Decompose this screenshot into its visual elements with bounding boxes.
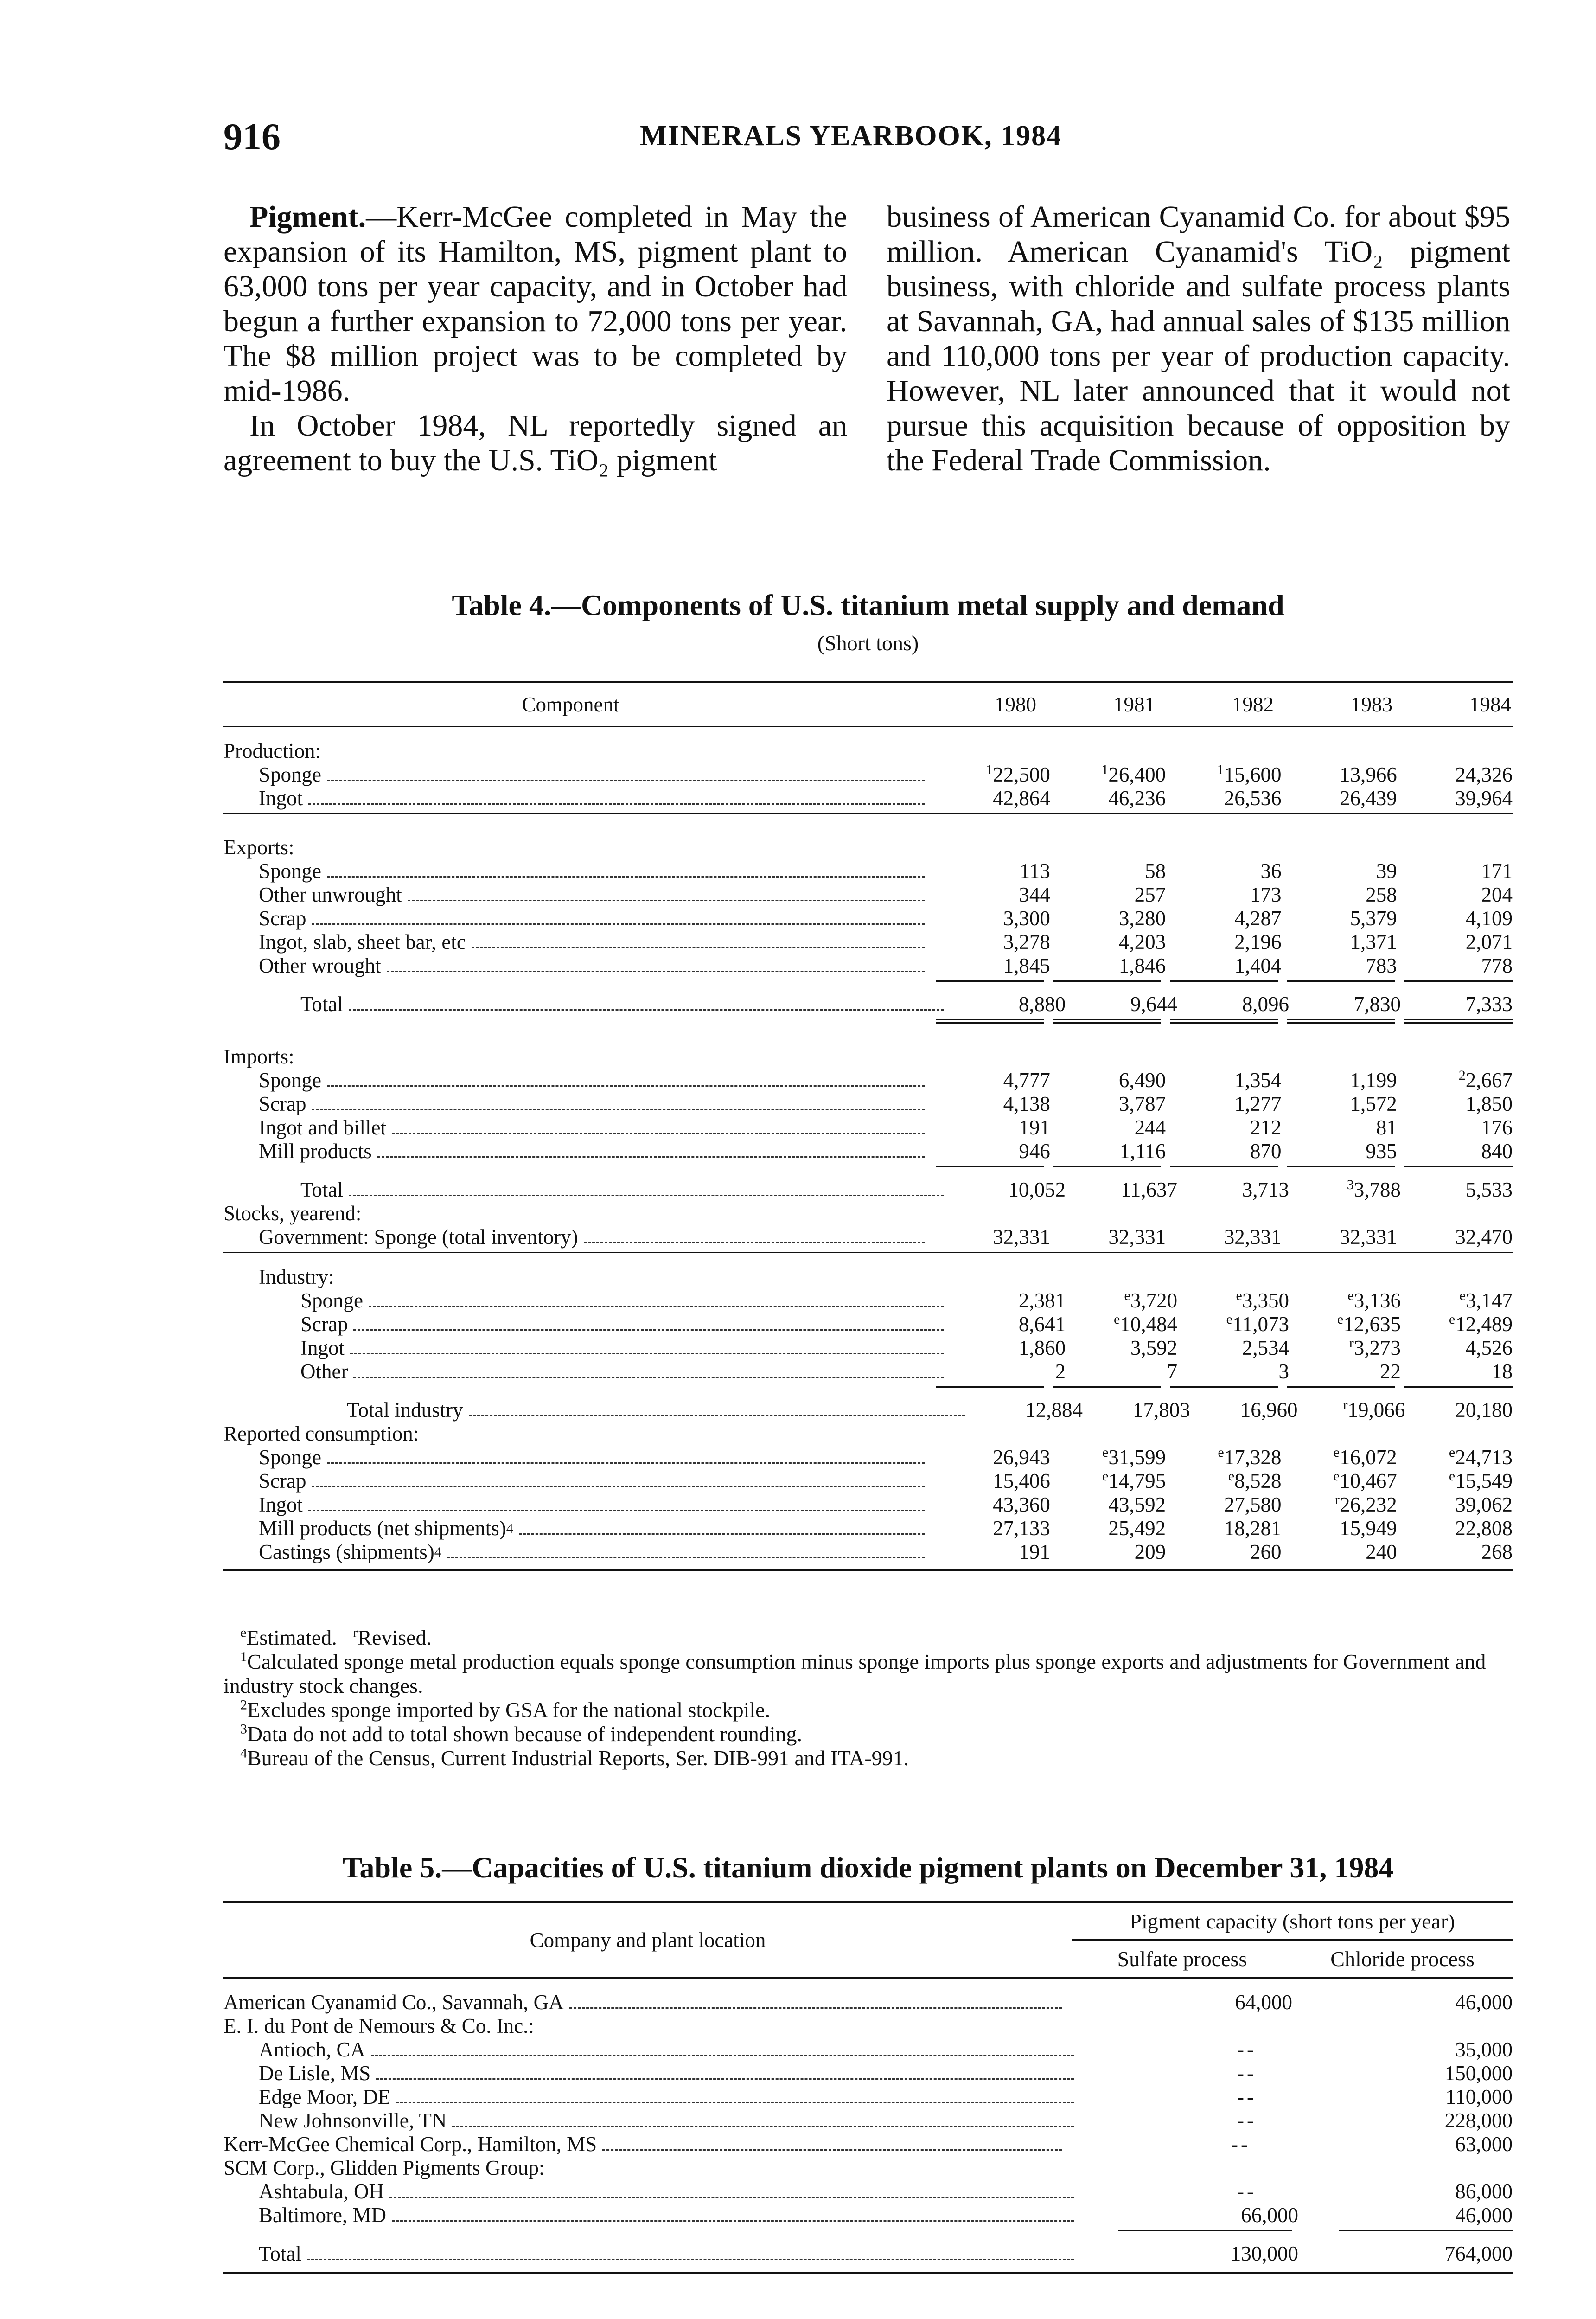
running-title: MINERALS YEARBOOK, 1984: [640, 120, 1062, 152]
table-row-total: Total 130,000 764,000: [259, 2242, 1513, 2265]
section-heading: Production:: [223, 739, 321, 762]
table-row: Ingot and billet 191 244 212 81 176: [259, 1116, 1513, 1139]
table4-footnotes: [223, 1626, 1513, 1770]
table-row: Ingot 1,860 3,592 2,534 $^r$3,273 4,526: [300, 1335, 1513, 1359]
table-row-total: Total 10,052 11,637 3,713 $^3$3,788 5,533: [300, 1177, 1513, 1201]
table-row: SCM Corp., Glidden Pigments Group:: [223, 2156, 545, 2179]
table-row: Ingot 42,864 46,236 26,536 26,439 39,964: [259, 787, 1513, 810]
table-row: Kerr-McGee Chemical Corp., Hamilton, MS -- 63,000: [223, 2133, 1513, 2156]
table5-header-row: [223, 1903, 1513, 1979]
footnote-1: $^1$Calculated sponge metal production equals sponge consumption minus sponge imports plus sponge exports and adjustments for Government and industry stock changes.: [223, 1649, 1486, 1698]
footnote-4: $^4$Bureau of the Census, Current Industrial Reports, Ser. DIB-991 and ITA-991.: [240, 1745, 909, 1770]
table4-col-component: Component: [522, 693, 619, 716]
table4: [223, 681, 1513, 1571]
paragraph-pigment: —Kerr-McGee completed in May the expansion of its Hamilton, MS, pigment plant to 63,000 tons per year capacity, and in October had begun a further expansion to 72,000 tons per year. The $8 million project was to be completed by mid-1986.: [223, 200, 847, 408]
text-column-right: [887, 199, 1510, 478]
table-row: Mill products 946 1,116 870 935 840: [259, 1140, 1513, 1163]
table4-col-year: 1981: [1113, 693, 1155, 716]
section-heading: Reported consumption:: [223, 1422, 419, 1445]
table-row: Antioch, CA -- 35,000: [259, 2038, 1513, 2061]
table-row-total: Total industry 12,884 17,803 16,960 $^r$19,066 20,180: [347, 1397, 1513, 1422]
table5-col-company: Company and plant location: [530, 1928, 766, 1952]
table5-col-sulfate: Sulfate process: [1117, 1947, 1247, 1971]
runin-heading: Pigment.: [249, 200, 366, 234]
table-row: Scrap 4,138 3,787 1,277 1,572 1,850: [259, 1092, 1513, 1115]
table-row: Other unwrought 344 257 173 258 204: [259, 883, 1513, 906]
table-row: Sponge $^1$22,500 $^1$26,400 $^1$15,600 13,966 24,326: [259, 762, 1513, 786]
table5-title: Table 5.—Capacities of U.S. titanium dioxide pigment plants on December 31, 1984: [342, 1851, 1394, 1884]
footnote-3: $^3$Data do not add to total shown because of independent rounding.: [240, 1721, 802, 1746]
table4-col-year: 1982: [1232, 693, 1274, 716]
table-row: E. I. du Pont de Nemours & Co. Inc.:: [223, 2014, 534, 2037]
section-heading: Industry:: [259, 1265, 334, 1288]
page-number: 916: [223, 115, 281, 158]
footnote-2: $^2$Excludes sponge imported by GSA for the national stockpile.: [240, 1697, 771, 1722]
table-row: Edge Moor, DE -- 110,000: [259, 2085, 1513, 2108]
table-row: Ingot 43,360 43,592 27,580 $^r$26,232 39,062: [259, 1492, 1513, 1516]
table5: [223, 1901, 1513, 2274]
table-row: Government: Sponge (total inventory) 32,331 32,331 32,331 32,331 32,470: [259, 1225, 1513, 1249]
table4-col-year: 1980: [995, 693, 1036, 716]
table5-col-chloride: Chloride process: [1330, 1947, 1475, 1971]
table-row: New Johnsonville, TN -- 228,000: [259, 2109, 1513, 2132]
table-row: Sponge 2,381 $^e$3,720 $^e$3,350 $^e$3,136 $^e$3,147: [300, 1288, 1513, 1312]
table4-col-year: 1984: [1469, 693, 1511, 716]
table4-col-year: 1983: [1351, 693, 1392, 716]
table-row: Sponge 26,943 $^e$31,599 $^e$17,328 $^e$16,072 $^e$24,713: [259, 1445, 1513, 1469]
table4-header-row: [223, 683, 1513, 727]
table-row-total: Total 8,880 9,644 8,096 7,830 7,333: [300, 993, 1513, 1016]
table-row: De Lisle, MS -- 150,000: [259, 2062, 1513, 2085]
section-heading: Stocks, yearend:: [223, 1202, 362, 1225]
section-heading: Imports:: [223, 1045, 294, 1068]
section-heading: Exports:: [223, 836, 294, 859]
table4-unit: (Short tons): [817, 631, 919, 655]
paragraph-cyanamid: business of American Cyanamid Co. for about $95 million. American Cyanamid's TiO₂ pigment business, with chloride and sulfate process plants at Savannah, GA, had annual sales of $135 million and 110,000 tons per year of production capacity. However, NL later announced that it would not pursue this acquisition because of opposition by the Federal Trade Commission.: [887, 200, 1510, 477]
table-row: Other 2 7 3 22 18: [300, 1360, 1513, 1383]
table-row: Ashtabula, OH -- 86,000: [259, 2180, 1513, 2203]
text-column-left: [223, 199, 847, 478]
table-row: Other wrought 1,845 1,846 1,404 783 778: [259, 954, 1513, 977]
table-row: Scrap 3,300 3,280 4,287 5,379 4,109: [259, 907, 1513, 930]
table-row: Baltimore, MD 66,000 46,000: [259, 2204, 1513, 2227]
footnote-estimated-revised: $^e$Estimated. $^r$Revised.: [240, 1625, 432, 1649]
table-row: Sponge 113 58 36 39 171: [259, 859, 1513, 883]
table-row: American Cyanamid Co., Savannah, GA 64,000 46,000: [223, 1991, 1513, 2014]
table-row: Mill products (net shipments) 4 27,133 25,492 18,281 15,949 22,808: [259, 1517, 1513, 1540]
table5-col-group: Pigment capacity (short tons per year): [1072, 1903, 1513, 1941]
table4-title: Table 4.—Components of U.S. titanium metal supply and demand: [452, 589, 1284, 621]
table-row: Castings (shipments) 4 191 209 260 240 268: [259, 1540, 1513, 1563]
paragraph-nl-agreement: In October 1984, NL reportedly signed an agreement to buy the U.S. TiO₂ pigment: [223, 409, 847, 477]
table-row: Sponge 4,777 6,490 1,354 1,199 $^2$2,667: [259, 1068, 1513, 1092]
table-row: Scrap 15,406 $^e$14,795 $^e$8,528 $^e$10,467 $^e$15,549: [259, 1468, 1513, 1493]
table-row: Ingot, slab, sheet bar, etc 3,278 4,203 2,196 1,371 2,071: [259, 930, 1513, 954]
table-row: Scrap 8,641 $^e$10,484 $^e$11,073 $^e$12,635 $^e$12,489: [300, 1312, 1513, 1336]
